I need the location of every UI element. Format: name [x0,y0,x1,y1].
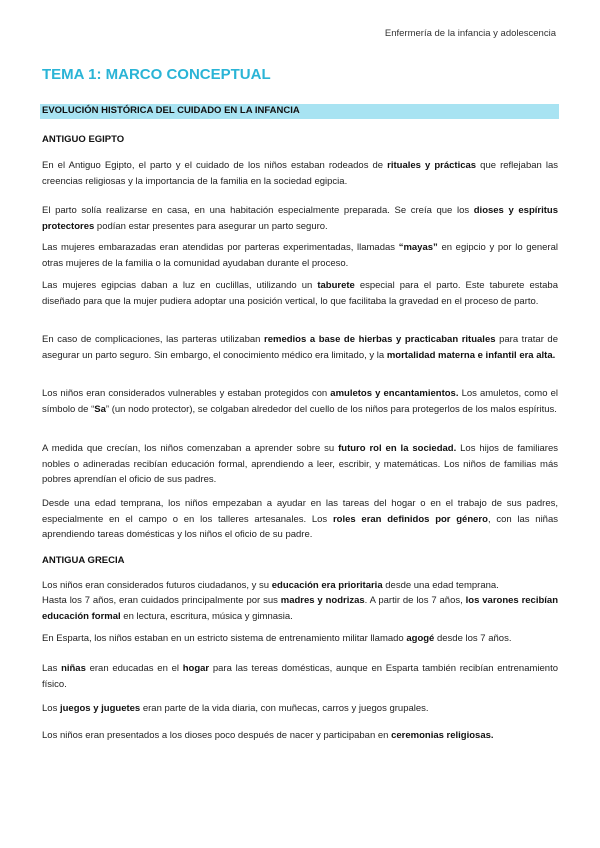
paragraph: En el Antiguo Egipto, el parto y el cuidado de los niños estaban rodeados de rituales y prácticas que reflejaban las creencias religiosas y la importancia de la familia en la sociedad egipcia. [42,160,559,187]
paragraph: Los niños eran presentados a los dioses poco después de nacer y participaban en ceremonias religiosas. [42,730,494,741]
paragraph: Las mujeres embarazadas eran atendidas por parteras experimentadas, llamadas “mayas” en egipcio y por lo general otras mujeres de la familia o la comunidad ayudaban durante el proceso. [42,242,558,269]
paragraph: Los niños eran considerados futuros ciudadanos, y su educación era prioritaria desde una edad temprana. [42,580,499,591]
page-title: TEMA 1: MARCO CONCEPTUAL [42,66,271,83]
section-heading-bar [40,104,559,119]
paragraph: A medida que crecían, los niños comenzaban a aprender sobre su futuro rol en la sociedad. Los hijos de familiares nobles o adineradas recibían educación formal, aprendiendo a leer, escribir, y matemáticas. Los niños de familias más pobres aprendían el oficio de sus padres. [42,443,558,485]
paragraph: Los niños eran considerados vulnerables y estaban protegidos con amuletos y encantamientos. Los amuletos, como el símbolo de “Sa” (un nodo protector), se colgaban alrededor del cuello de los niños para protegerlos de los malos espíritus. [42,388,559,415]
paragraph: Los juegos y juguetes eran parte de la vida diaria, con muñecas, carros y juegos grupales. [42,703,429,714]
section-title: EVOLUCIÓN HISTÓRICA DEL CUIDADO EN LA INFANCIA [42,105,300,116]
paragraph: El parto solía realizarse en casa, en una habitación especialmente preparada. Se creía que los dioses y espíritus protectores podían estar presentes para asegurar un parto seguro. [42,205,558,232]
paragraph: En caso de complicaciones, las parteras utilizaban remedios a base de hierbas y practicaban rituales para tratar de asegurar un parto seguro. Sin embargo, el conocimiento médico era limitado, y la mortalidad materna e infantil era alta. [42,334,558,361]
paragraph: Las niñas eran educadas en el hogar para las tereas domésticas, aunque en Esparta también recibían entrenamiento físico. [42,663,559,690]
paragraph: Hasta los 7 años, eran cuidados principalmente por sus madres y nodrizas. A partir de los 7 años, los varones recibían educación formal en lectura, escritura, música y gimnasia. [42,595,558,622]
paragraph: Desde una edad temprana, los niños empezaban a ayudar en las tareas del hogar o en el trabajo de sus padres, especialmente en el campo o en los talleres artesanales. Los roles eran definidos por género, con las niñas aprendiendo tareas domésticas y los niños el oficio de su padre. [42,498,559,540]
subheading-greece: ANTIGUA GRECIA [42,555,125,566]
paragraph: En Esparta, los niños estaban en un estricto sistema de entrenamiento militar llamado agogé desde los 7 años. [42,633,512,644]
subheading-egypt: ANTIGUO EGIPTO [42,134,125,145]
running-header: Enfermería de la infancia y adolescencia [384,28,556,39]
paragraph: Las mujeres egipcias daban a luz en cuclillas, utilizando un taburete especial para el parto. Este taburete estaba diseñado para que la mujer pudiera adoptar una posición vertical, lo que facilitaba la gravedad en el proceso de parto. [42,280,558,307]
